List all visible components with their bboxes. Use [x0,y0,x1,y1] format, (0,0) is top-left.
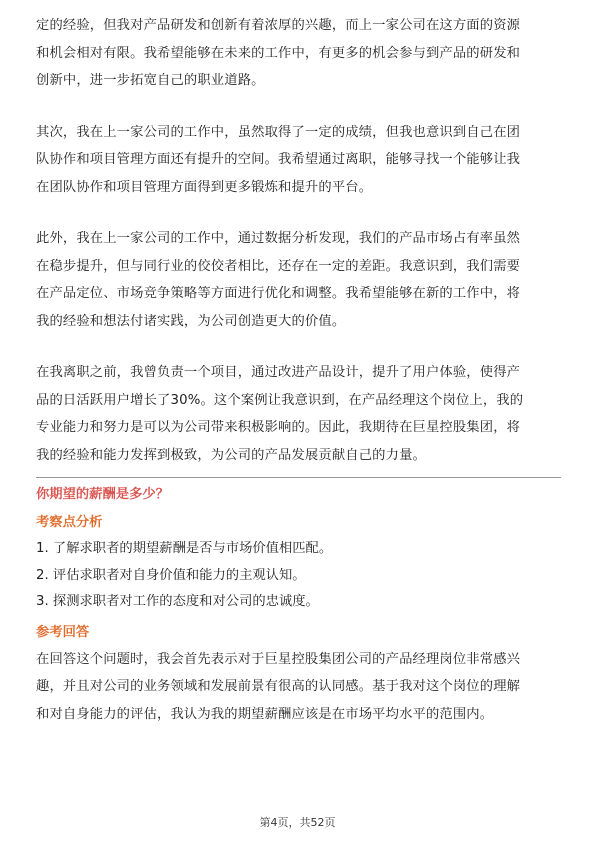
paragraph-line: 品的日活跃用户增长了30%。这个案例让我意识到，在产品经理这个岗位上，我的 [36,392,524,408]
answer-title: 参考回答 [36,624,90,640]
paragraph-gap [36,201,561,225]
paragraph-line: 在我离职之前，我曾负责一个项目，通过改进产品设计，提升了用户体验，使得产 [36,365,521,380]
paragraph-gap [36,335,561,359]
paragraph-line: 在稳步提升，但与同行业的佼佼者相比，还存在一定的差距。我意识到，我们需要 [36,258,521,274]
paragraph-line: 在产品定位、市场竞争策略等方面进行优化和调整。我希望能够在新的工作中，将 [36,286,521,301]
list-item: 1. 了解求职者的期望薪酬是否与市场价值相匹配。 [36,541,333,556]
interview-question: 你期望的薪酬是多少？ [36,487,169,502]
paragraph-gap [36,95,561,119]
list-item: 2. 评估求职者对自身价值和能力的主观认知。 [36,567,306,583]
section-divider [36,477,561,478]
paragraph-line: 我的经验和想法付诸实践，为公司创造更大的价值。 [36,313,346,329]
paragraph-line: 趣，并且对公司的业务领域和发展前景有很高的认同感。基于我对这个岗位的理解 [36,679,521,694]
document-page [36,12,561,728]
body-paragraph-2 [36,119,561,202]
paragraph-line: 在团队协作和项目管理方面得到更多锻炼和提升的平台。 [36,179,373,195]
answer-paragraph [36,646,561,729]
paragraph-line: 专业能力和努力是可以为公司带来积极影响的。因此，我期待在巨星控股集团，将 [36,420,521,435]
body-paragraph-1 [36,12,561,95]
paragraph-line: 此外，我在上一家公司的工作中，通过数据分析发现，我们的产品市场占有率虽然 [36,231,521,246]
paragraph-line: 其次，我在上一家公司的工作中，虽然取得了一定的成绩，但我也意识到自己在团 [36,124,521,140]
analysis-title: 考察点分析 [36,515,103,530]
paragraph-line: 队协作和项目管理方面还有提升的空间。我希望通过离职，能够寻找一个能够让我 [36,152,521,167]
body-paragraph-4 [36,359,561,469]
paragraph-line: 在回答这个问题时，我会首先表示对于巨星控股集团公司的产品经理岗位非常感兴 [36,651,521,667]
page-number: 第4页，共52页 [259,816,336,829]
page-footer [0,814,595,830]
list-item: 3. 探测求职者对工作的态度和对公司的忠诚度。 [36,594,319,609]
paragraph-line: 定的经验，但我对产品研发和创新有着浓厚的兴趣，而上一家公司在这方面的资源 [36,18,521,33]
analysis-list [36,536,561,616]
paragraph-line: 我的经验和能力发挥到极致，为公司的产品发展贡献自己的力量。 [36,447,426,463]
paragraph-line: 和对自身能力的评估，我认为我的期望薪酬应该是在市场平均水平的范围内。 [36,706,494,722]
paragraph-line: 和机会相对有限。我希望能够在未来的工作中，有更多的机会参与到产品的研发和 [36,45,521,61]
body-paragraph-3 [36,225,561,335]
paragraph-line: 创新中，进一步拓宽自己的职业道路。 [36,73,265,88]
